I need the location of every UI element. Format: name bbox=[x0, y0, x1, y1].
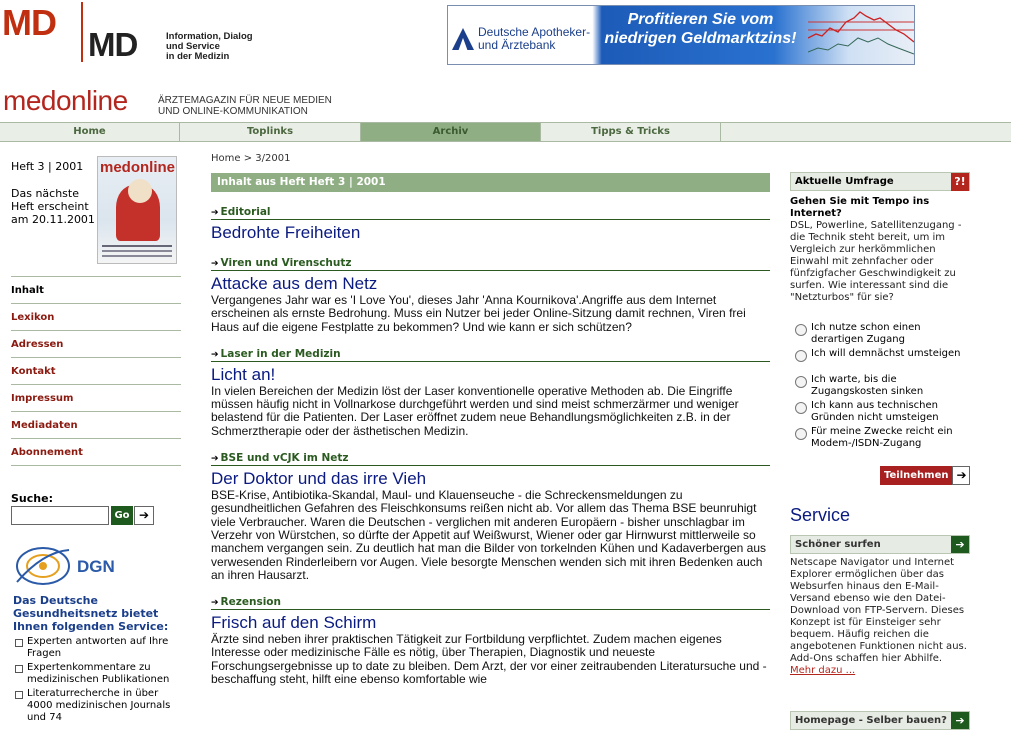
poll-option[interactable] bbox=[790, 322, 970, 348]
article-teaser: Vergangenes Jahr war es 'I Love You', dieses Jahr 'Anna Kournikova'.Angriffe aus dem Internet erscheinen als ernste Bedrohung. Muss ein Nutzer bei jeder Online-Sitzung damit rechnen, Viren frei Haus auf die eigene Festplatte zu bekommen? Und wie kann er sich schützen? bbox=[211, 293, 746, 334]
list-item[interactable]: Literaturrecherche in über 4000 medizinischen Journals und 74 bbox=[13, 688, 185, 724]
right-column bbox=[790, 172, 970, 727]
poll-option-label: Ich warte, bis die Zugangskosten sinken bbox=[811, 374, 924, 397]
left-menu bbox=[11, 276, 181, 466]
medonline-tagline bbox=[158, 95, 332, 117]
poll-option[interactable] bbox=[790, 348, 970, 374]
search-arrow-icon[interactable]: ➔ bbox=[134, 506, 154, 525]
magazine-cover[interactable] bbox=[97, 156, 177, 264]
nav-tipps-tricks[interactable]: Tipps & Tricks bbox=[541, 123, 721, 141]
cover-head-icon bbox=[128, 179, 152, 203]
section-label[interactable]: ➔ Editorial bbox=[211, 206, 770, 220]
radio-button[interactable] bbox=[795, 428, 807, 440]
banner-slogan: Profitieren Sie vom niedrigen Geldmarktzins! bbox=[604, 11, 797, 47]
md-logo-left: MD bbox=[2, 2, 56, 43]
dgn-heading: Das Deutsche Gesundheitsnetz bietet Ihnen folgenden Service: bbox=[13, 594, 169, 633]
main-content bbox=[211, 152, 770, 686]
teilnehmen-arrow-icon[interactable]: ➔ bbox=[952, 466, 970, 485]
section-label[interactable]: ➔ Viren und Virenschutz bbox=[211, 257, 770, 271]
service-box-title: Homepage - Selber bauen? bbox=[795, 715, 947, 726]
nav-empty bbox=[721, 123, 1011, 141]
nav-archiv[interactable]: Archiv bbox=[361, 123, 541, 141]
section-label[interactable]: ➔ BSE und vCJK im Netz bbox=[211, 452, 770, 466]
poll-submit bbox=[880, 466, 970, 485]
dgn-service-list bbox=[13, 636, 185, 726]
service-box-header[interactable] bbox=[790, 711, 970, 730]
search-label: Suche: bbox=[11, 492, 53, 505]
poll-option-label: Für meine Zwecke reicht ein Modem-/ISDN-Zugang bbox=[811, 426, 953, 449]
poll-option-label: Ich will demnächst umsteigen bbox=[811, 348, 961, 359]
poll-option-label: Ich kann aus technischen Gründen nicht umsteigen bbox=[811, 400, 939, 423]
teilnehmen-button[interactable]: Teilnehmen bbox=[880, 466, 952, 485]
md-logo-divider bbox=[81, 2, 83, 62]
arrow-right-icon[interactable]: ➔ bbox=[951, 712, 969, 729]
article-section bbox=[211, 348, 770, 438]
service-heading: Service bbox=[790, 505, 851, 525]
nav-toplinks[interactable]: Toplinks bbox=[180, 123, 361, 141]
medonline-tagline-line: ÄRZTEMAGAZIN FÜR NEUE MEDIEN bbox=[158, 95, 332, 106]
article-title[interactable]: Frisch auf den Schirm bbox=[211, 613, 377, 633]
article-section bbox=[211, 257, 770, 334]
next-issue: Das nächste Heft erscheint am 20.11.2001 bbox=[11, 187, 95, 226]
article-section bbox=[211, 452, 770, 582]
cover-title: medonline bbox=[100, 159, 176, 176]
poll-question: Gehen Sie mit Tempo ins Internet? bbox=[790, 196, 930, 219]
radio-button[interactable] bbox=[795, 350, 807, 362]
article-teaser: Ärzte sind neben ihrer praktischen Tätigkeit zur Fortbildung verpflichtet. Zudem machen eigenes Interesse oder medizinische Fälle es nötig, über Therapien, Diagnostik und neueste Forschungsergebnisse up to date zu bleiben. Dem Arzt, der vor einer zeitraubenden Literatursuche und -beschaffung steht, hilft eine ebenso komfortable wie bbox=[211, 632, 767, 687]
menu-lexikon[interactable]: Lexikon bbox=[11, 303, 181, 330]
banner-bank-name bbox=[478, 26, 590, 52]
poll-option[interactable] bbox=[790, 400, 970, 426]
radio-button[interactable] bbox=[795, 376, 807, 388]
issue-bar: Inhalt aus Heft Heft 3 | 2001 bbox=[211, 173, 770, 192]
cover-lines-icon bbox=[102, 245, 172, 247]
breadcrumb-home[interactable]: Home bbox=[211, 153, 241, 164]
bank-logo-icon bbox=[452, 28, 474, 50]
nav-home[interactable]: Home bbox=[0, 123, 180, 141]
menu-kontakt[interactable]: Kontakt bbox=[11, 357, 181, 384]
poll-option[interactable] bbox=[790, 426, 970, 452]
poll-badge-icon: ?! bbox=[951, 173, 969, 191]
article-teaser: BSE-Krise, Antibiotika-Skandal, Maul- und Klauenseuche - die Schreckensmeldungen zu gesundheitlichen Gefahren des Fleischkonsums reißen nicht ab. Vor allem das Thema BSE beunruhigt viele Verbraucher. Waren die Deutschen - verglichen mit anderen Europäern - bisher unschlagbar im Verzehr von Würstchen, so dürfte der Appetit auf Weißwurst, Wiener oder gar Hirnwurst mittlerweile so manchem vergangen sein. Zu deutlich hat man die Bilder von torkelnden Kühen und Kadaverbergen aus verwesenden Rinderleibern vor Augen. Viele besorgte Menschen wenden sich mit ihren Bedenken auch an ihren Hausarzt. bbox=[211, 488, 767, 582]
md-logo-right: MD bbox=[88, 26, 138, 63]
search-go-button[interactable]: Go bbox=[111, 506, 133, 525]
article-title[interactable]: Der Doktor und das irre Vieh bbox=[211, 469, 427, 489]
md-tagline bbox=[166, 32, 276, 62]
poll-intro: DSL, Powerline, Satellitenzugang - die Technik steht bereit, um im Vergleich zur herkömmlichen Einwahl mit zehnfacher oder fünfzigfacher Geschwindigkeit zu surfen. Wie interessant sind die "Netzturbos" für sie? bbox=[790, 220, 962, 303]
md-tagline-line: in der Medizin bbox=[166, 51, 230, 62]
poll-option-label: Ich nutze schon einen derartigen Zugang bbox=[811, 322, 921, 345]
banner-chart-icon bbox=[808, 8, 914, 64]
poll-header bbox=[790, 172, 970, 191]
ad-banner[interactable] bbox=[447, 5, 915, 65]
breadcrumb-current: 3/2001 bbox=[255, 153, 291, 164]
menu-abonnement[interactable]: Abonnement bbox=[11, 438, 181, 465]
md-tagline-line: Information, Dialog bbox=[166, 31, 253, 42]
menu-inhalt[interactable]: Inhalt bbox=[11, 276, 181, 303]
dgn-logo-icon[interactable] bbox=[13, 542, 133, 588]
medonline-tagline-line: UND ONLINE-KOMMUNIKATION bbox=[158, 106, 308, 117]
poll-option[interactable] bbox=[790, 374, 970, 400]
section-label[interactable]: ➔ Laser in der Medizin bbox=[211, 348, 770, 362]
breadcrumb-separator: > bbox=[240, 153, 256, 164]
poll-title: Aktuelle Umfrage bbox=[795, 176, 894, 187]
article-title[interactable]: Bedrohte Freiheiten bbox=[211, 223, 361, 242]
page-header bbox=[0, 0, 1011, 122]
article-section bbox=[211, 596, 770, 686]
list-item[interactable]: Expertenkommentare zu medizinischen Publikationen bbox=[13, 662, 185, 686]
service-box-title: Schöner surfen bbox=[795, 539, 881, 550]
article-title[interactable]: Licht an! bbox=[211, 364, 276, 384]
poll-options bbox=[790, 322, 970, 452]
article-section bbox=[211, 206, 770, 243]
banner-bank-line: Deutsche Apotheker- bbox=[478, 25, 591, 39]
article-title[interactable]: Attacke aus dem Netz bbox=[211, 274, 378, 293]
banner-bank-line: und Ärztebank bbox=[478, 38, 556, 52]
dgn-logo-text: DGN bbox=[77, 557, 115, 576]
menu-impressum[interactable]: Impressum bbox=[11, 384, 181, 411]
service-box-text bbox=[790, 557, 970, 677]
arrow-right-icon[interactable]: ➔ bbox=[951, 536, 969, 553]
service-box-header[interactable] bbox=[790, 535, 970, 554]
search-input[interactable] bbox=[11, 506, 109, 525]
issue-info bbox=[11, 160, 96, 226]
mehr-dazu-link[interactable]: Mehr dazu ... bbox=[790, 665, 856, 676]
list-item[interactable]: Experten antworten auf Ihre Fragen bbox=[13, 636, 185, 660]
menu-mediadaten[interactable]: Mediadaten bbox=[11, 411, 181, 438]
md-tagline-line: und Service bbox=[166, 41, 220, 52]
radio-button[interactable] bbox=[795, 324, 807, 336]
issue-number: Heft 3 | 2001 bbox=[11, 160, 84, 173]
main-nav bbox=[0, 122, 1011, 142]
service-box-body: Netscape Navigator und Internet Explorer ermöglichen über das Websurfen hinaus den E-Mail-Versand ebenso wie den Datei-Download von FTP-Servern. Dieses Konzept ist für Einsteiger sehr bequem. Häufig reichen die angebotenen Funktionen nicht aus. Add-Ons schaffen hier Abhilfe. bbox=[790, 557, 967, 664]
menu-adressen[interactable]: Adressen bbox=[11, 330, 181, 357]
radio-button[interactable] bbox=[795, 402, 807, 414]
article-teaser: In vielen Bereichen der Medizin löst der Laser konventionelle operative Methoden ab. Die Eingriffe müssen häufig nicht in Vollnarkose durchgeführt werden und sind meist schmerzärmer und weniger belastend für die Patienten. Der Laser eröffnet zudem neue Behandlungsmöglichkeiten z.B. in der Schmerztherapie oder der ästhetischen Medizin. bbox=[211, 383, 739, 438]
breadcrumb bbox=[211, 152, 770, 166]
medonline-logo[interactable]: medonline bbox=[3, 85, 128, 116]
section-label[interactable]: ➔ Rezension bbox=[211, 596, 770, 610]
